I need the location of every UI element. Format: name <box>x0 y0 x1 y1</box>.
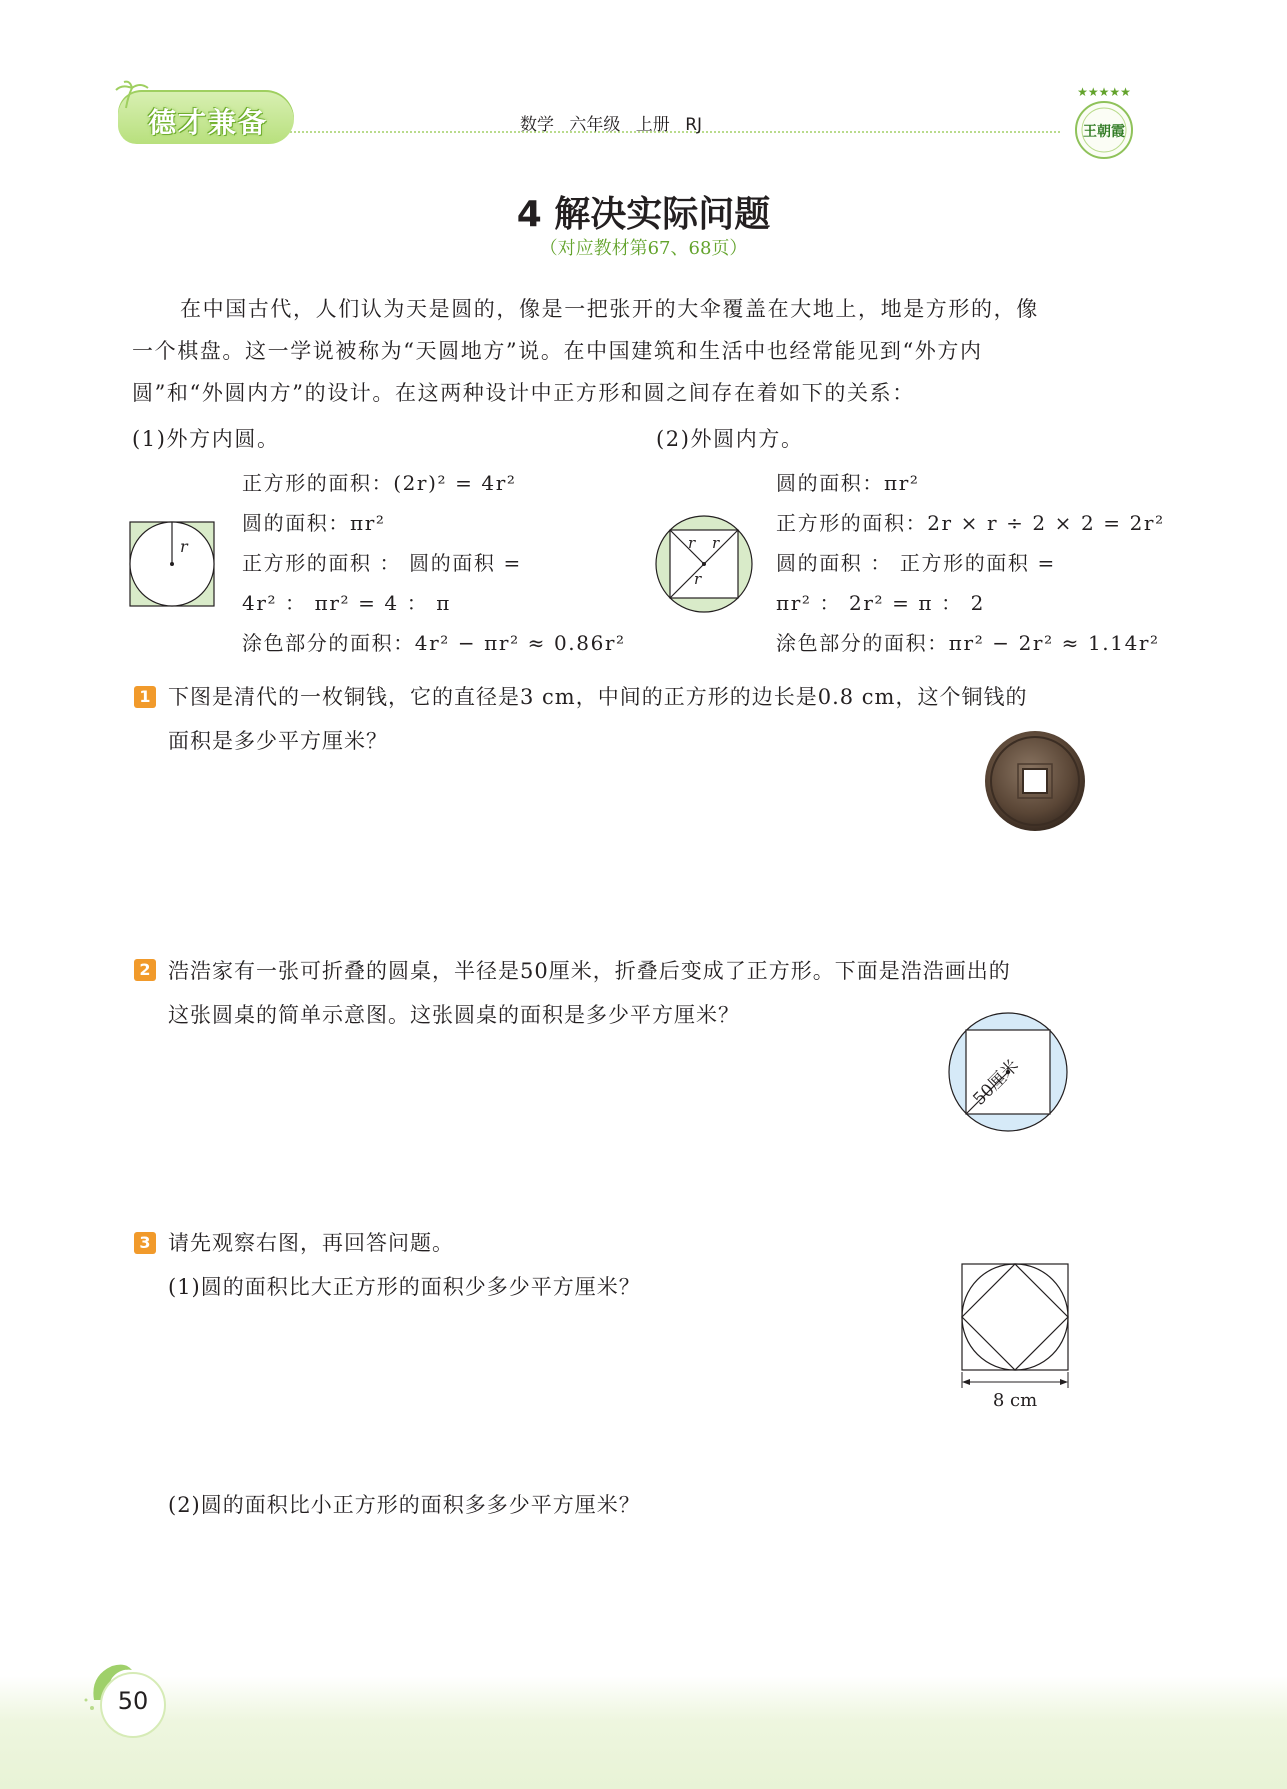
intro-line-3: 圆”和“外圆内方”的设计。在这两种设计中正方形和圆之间存在着如下的关系： <box>132 381 915 405</box>
palm-tree-icon <box>112 80 152 110</box>
footer-band <box>0 1676 1287 1789</box>
brand-text: 德才兼备 <box>148 106 269 139</box>
copper-coin-image <box>982 728 1088 834</box>
case2-heading: (2)外圆内方。 <box>656 427 804 451</box>
question-3-number: 3 <box>134 1232 156 1254</box>
square-circle-square-figure <box>958 1262 1072 1414</box>
question-1-line-2: 面积是多少平方厘米？ <box>168 729 388 753</box>
page-subtitle: （对应教材第67、68页） <box>539 238 748 259</box>
page-title: 4 解决实际问题 <box>516 194 771 235</box>
case1-line-1: 正方形的面积：(2r)² = 4r² <box>242 471 517 495</box>
case1-line-3: 正方形的面积 ： 圆的面积 = <box>242 551 522 575</box>
case1-line-5: 涂色部分的面积：4r² − πr² ≈ 0.86r² <box>242 631 626 655</box>
question-3-sub-1: (1)圆的面积比大正方形的面积少多少平方厘米？ <box>168 1275 641 1299</box>
question-3-sub-2: (2)圆的面积比小正方形的面积多多少平方厘米？ <box>168 1493 641 1517</box>
case1-line-2: 圆的面积：πr² <box>242 511 386 535</box>
question-3-line-1: 请先观察右图，再回答问题。 <box>168 1231 454 1255</box>
question-2-line-2: 这张圆桌的简单示意图。这张圆桌的面积是多少平方厘米？ <box>168 1003 740 1027</box>
side-length-label: 8 cm <box>992 1390 1038 1411</box>
question-1-line-1: 下图是清代的一枚铜钱，它的直径是3 cm，中间的正方形的边长是0.8 cm，这个铜钱的 <box>168 685 1028 709</box>
outer-circle-inner-square-figure <box>654 514 754 614</box>
round-table-figure <box>946 1010 1070 1134</box>
question-2-line-1: 浩浩家有一张可折叠的圆桌，半径是50厘米，折叠后变成了正方形。下面是浩浩画出的 <box>168 959 1011 983</box>
header-meta: 数学 六年级 上册 RJ <box>520 115 703 135</box>
table-radius-label: 50厘米 <box>969 1056 1023 1110</box>
case2-line-1: 圆的面积：πr² <box>776 471 920 495</box>
question-2-number: 2 <box>134 959 156 981</box>
svg-text:★★★★★: ★★★★★ <box>1077 85 1131 99</box>
outer-square-inner-circle-figure <box>128 520 216 608</box>
intro-line-2: 一个棋盘。这一学说被称为“天圆地方”说。在中国建筑和生活中也经常能见到“外方内 <box>132 339 983 363</box>
case1-line-4: 4r² ： πr² = 4 ： π <box>242 591 451 615</box>
page-number: 50 <box>117 1687 149 1715</box>
case2-line-5: 涂色部分的面积：πr² − 2r² ≈ 1.14r² <box>776 631 1160 655</box>
case2-radius-label-2: r <box>712 534 720 552</box>
author-badge-icon <box>1070 84 1138 168</box>
case1-radius-label: r <box>180 537 188 556</box>
case1-heading: (1)外方内圆。 <box>132 427 280 451</box>
badge-text: 王朝霞 <box>1083 124 1125 140</box>
case2-line-2: 正方形的面积：2r × r ÷ 2 × 2 = 2r² <box>776 511 1165 535</box>
case2-line-3: 圆的面积 ： 正方形的面积 = <box>776 551 1056 575</box>
question-1-number: 1 <box>134 686 156 708</box>
intro-line-1: 在中国古代，人们认为天是圆的，像是一把张开的大伞覆盖在大地上，地是方形的，像 <box>180 297 1039 321</box>
case2-radius-label-1: r <box>688 534 696 552</box>
case2-radius-label-3: r <box>694 570 702 588</box>
case2-line-4: πr² ： 2r² = π ： 2 <box>776 591 985 615</box>
